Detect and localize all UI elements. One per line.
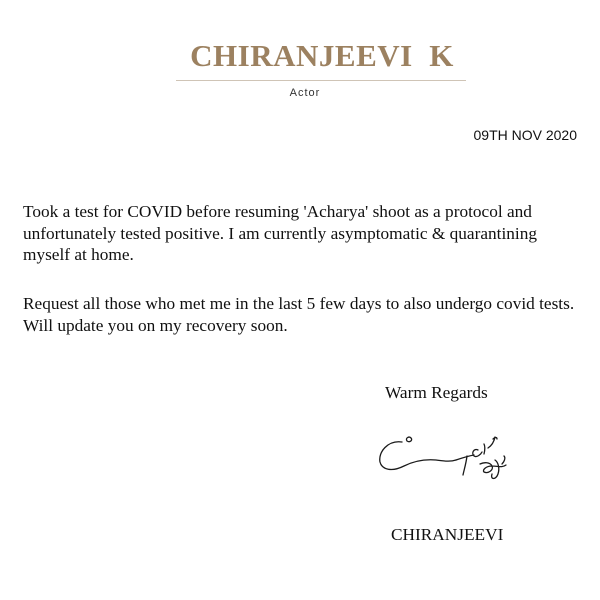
letterhead-name: CHIRANJEEVI K <box>190 38 454 73</box>
signatory-name: CHIRANJEEVI <box>391 525 504 544</box>
handwritten-signature <box>374 428 534 500</box>
letter-paragraph-2: Request all those who met me in the last 5 few days to also undergo covid tests. Will update you on my recovery soon. <box>23 294 575 335</box>
letter-paragraph-1: Took a test for COVID before resuming 'Acharya' shoot as a protocol and unfortunately tested positive. I am currently asymptomatic & quarantining myself at home. <box>23 202 537 264</box>
letterhead-divider <box>176 80 466 81</box>
letterhead-role: Actor <box>289 87 321 99</box>
letter-date: 09TH NOV 2020 <box>473 127 577 143</box>
letter-closing: Warm Regards <box>385 383 488 402</box>
